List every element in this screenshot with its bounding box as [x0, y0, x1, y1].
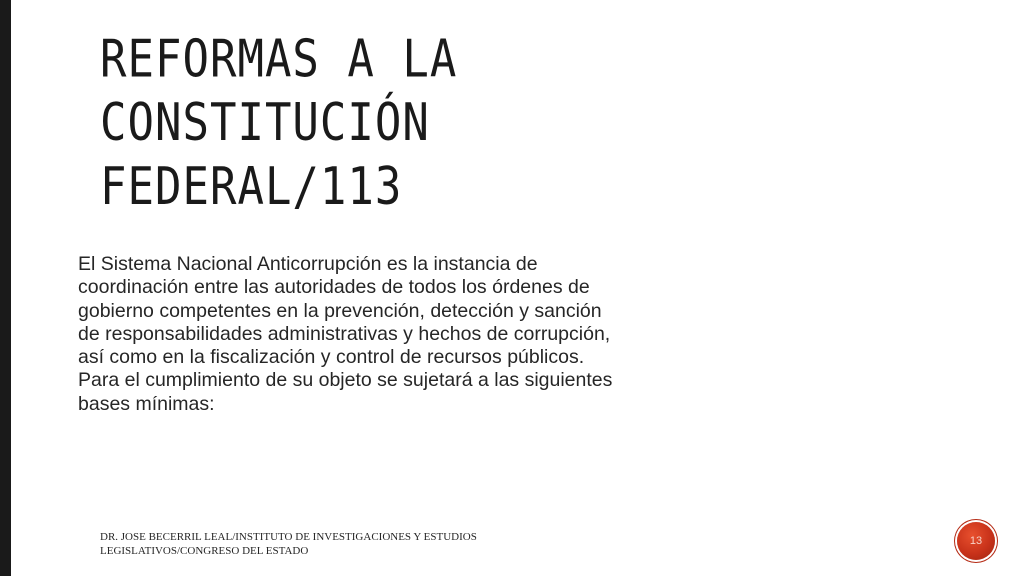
slide-title-line-1: REFORMAS A LA CONSTITUCIÓN: [100, 29, 458, 154]
slide-title-line-2: FEDERAL/113: [100, 156, 403, 217]
page-number: 13: [969, 535, 983, 547]
footer-credit: DR. JOSE BECERRIL LEAL/INSTITUTO DE INVESTIGACIONES Y ESTUDIOS LEGISLATIVOS/CONGRESO DEL ESTADO: [100, 531, 477, 557]
left-accent-bar: [0, 0, 11, 576]
page-number-badge: [957, 522, 995, 560]
slide-title: [100, 28, 800, 219]
body-paragraph: El Sistema Nacional Anticorrupción es la instancia de coordinación entre las autoridades de todos los órdenes de gobierno competentes en la prevención, detección y sanción de responsabilidades administrativas y hechos de corrupción, así como en la fiscalización y control de recursos públicos. Para el cumplimiento de su objeto se sujetará a las siguientes bases mínimas:: [78, 253, 613, 415]
